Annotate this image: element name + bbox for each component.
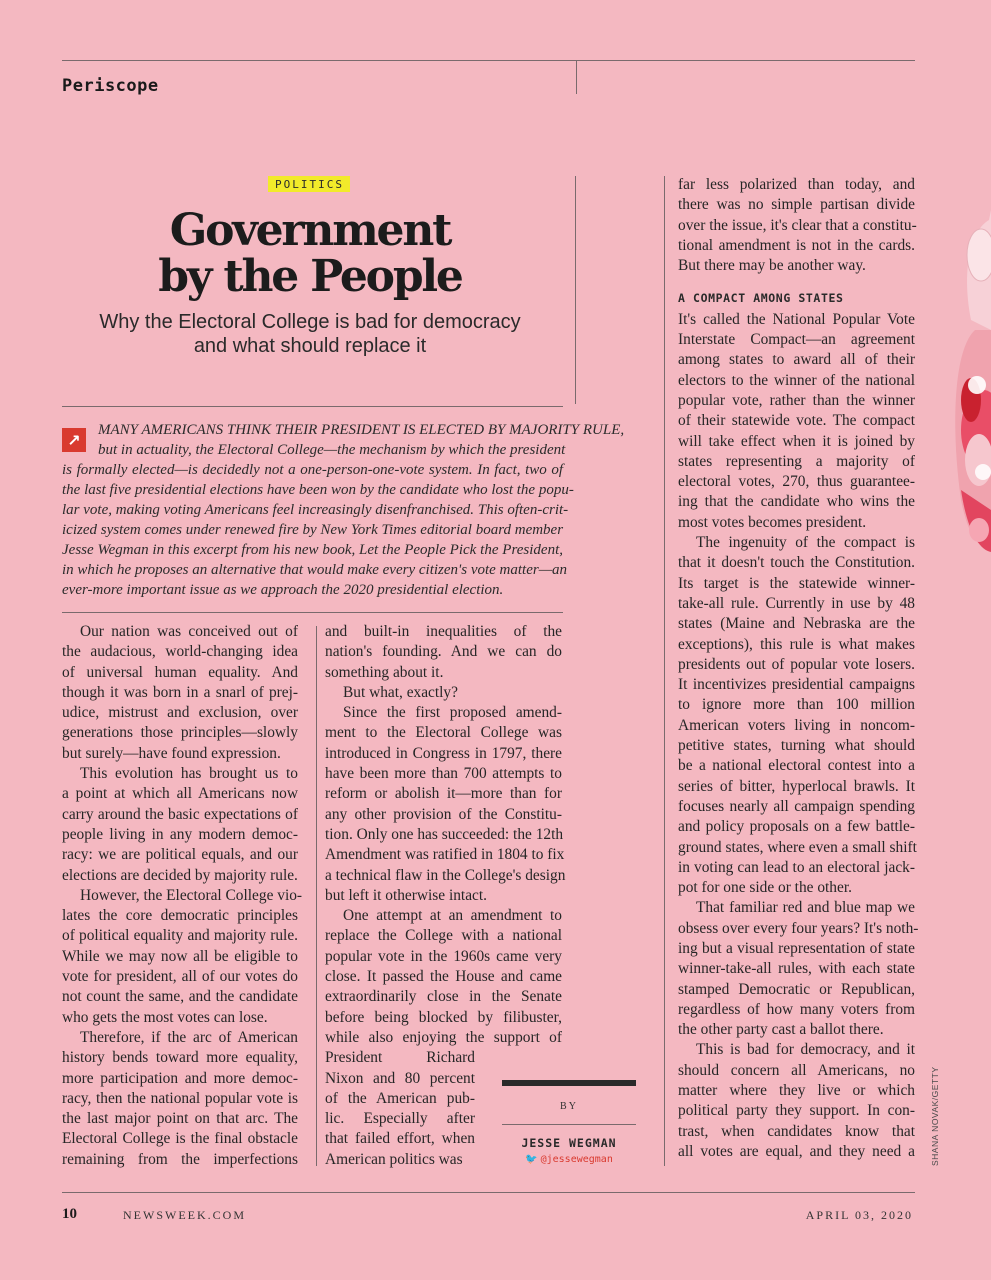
body-line: reform or abolish it—more than for [325, 785, 562, 803]
body-line: focuses nearly all campaign spending [678, 797, 915, 815]
body-column-2 [325, 622, 566, 1170]
author-twitter-link[interactable] [502, 1154, 636, 1165]
body-line: One attempt at an amendment to [343, 907, 562, 925]
body-line: states representing a majority of [678, 452, 915, 470]
body-line: political party they support. In con- [678, 1102, 915, 1120]
intro-line: icized system comes under renewed fire by New York Times editorial board member [62, 522, 564, 538]
body-line: generations those principles—slowly [62, 724, 298, 742]
body-line: states (Maine and Nebraska are the [678, 615, 915, 633]
body-line: lates the core democratic principles [62, 907, 298, 925]
body-line: obsess over every four years? It's noth- [678, 919, 919, 937]
body-line: American voters living in noncom- [678, 716, 915, 734]
body-line: of political equality and majority rule. [62, 927, 298, 945]
body-line: there was no simple partisan divide [678, 196, 915, 214]
body-line: This is bad for democracy, and it [696, 1041, 915, 1059]
photo-credit: SHANA NOVAK/GETTY [930, 1066, 940, 1166]
column-divider-body [316, 626, 317, 1166]
body-line: but left it otherwise intact. [325, 886, 487, 904]
body-line: American politics was [325, 1150, 463, 1168]
body-line: lic. Especially after [325, 1110, 475, 1128]
issue-date: APRIL 03, 2020 [805, 1208, 913, 1222]
body-line: to ignore more than 100 million [678, 696, 915, 714]
body-line: elections are decided by majority rule. [62, 866, 298, 884]
body-line: should concern all Americans, no [678, 1061, 915, 1079]
body-line: in voting can lead to an electoral jack- [678, 858, 915, 876]
column-divider-center [575, 176, 576, 404]
body-line: carry around the basic expectations of [62, 805, 298, 823]
author-name: JESSE WEGMAN [521, 1136, 617, 1150]
body-line: a technical flaw in the College's design [325, 866, 566, 884]
body-line: extraordinarily close in the Senate [325, 988, 562, 1006]
body-line: history bends toward more equality, [62, 1049, 298, 1067]
body-line: electors to the winner of the national [678, 371, 915, 389]
body-line: ing that the candidate who wins the [678, 493, 915, 511]
twitter-icon: 🐦 [525, 1154, 538, 1165]
body-line: tional amendment is not in the cards. [678, 236, 915, 254]
body-line: presidents out of popular vote losers. [678, 655, 915, 673]
headline-line-2: by the People [158, 251, 462, 302]
body-line: But what, exactly? [343, 683, 458, 701]
body-line: have been more than 700 attempts to [325, 765, 562, 783]
body-line: ground states, where even a small shift [678, 838, 917, 856]
body-line: ment to the Electoral College was [325, 724, 562, 742]
headline [80, 205, 540, 302]
body-line: take-all rule. Currently in use by 48 [678, 594, 915, 612]
header-column-divider [576, 60, 577, 94]
body-line: Electoral College is the final obstacle [62, 1130, 298, 1148]
intro-line: ever-more important issue as we approach the 2020 presidential election. [62, 582, 504, 598]
body-line: replace the College with a national [325, 927, 562, 945]
body-line: people living in any modern democ- [62, 825, 298, 843]
body-column-3 [678, 175, 919, 1162]
body-line: nation's founding. And we can do [325, 643, 562, 661]
section-label: Periscope [62, 76, 159, 96]
byline-label: BY [560, 1101, 578, 1112]
footer-rule [62, 1192, 915, 1193]
body-line: pot for one side or the other. [678, 879, 852, 897]
body-line: more participation and more democ- [62, 1069, 298, 1087]
body-line: popular vote, rather than the winner [678, 391, 915, 409]
body-line: tion. Only one has succeeded: the 12th [325, 825, 564, 843]
header-rule [62, 60, 915, 61]
column-divider-right [664, 176, 665, 1166]
category-tag: POLITICS [268, 176, 350, 192]
body-line: remaining from the imperfections [62, 1150, 298, 1168]
body-line: exceptions), this rule is what makes [678, 635, 915, 653]
body-line: series of bitter, hyperlocal brawls. It [678, 777, 915, 795]
body-line: Our nation was conceived out of [80, 623, 298, 640]
body-line: electoral votes, 270, thus guarantee- [678, 473, 915, 491]
body-line: of their statewide vote. The compact [678, 412, 915, 430]
body-line: that it doesn't touch the Constitution. [678, 554, 915, 572]
body-line: and policy proposals on a few battle- [678, 818, 915, 836]
intro-line: is formally elected—is decidedly not a one-person-one-vote system. In fact, two of [62, 462, 563, 478]
body-line: stamped Democratic or Republican, [678, 980, 915, 998]
intro-line: lar vote, making voting Americans feel increasingly disenfranchised. This often-crit- [62, 502, 569, 518]
body-line: petitive states, turning what should [678, 737, 915, 755]
byline-rule [502, 1124, 636, 1125]
body-line: matter where they live or which [678, 1082, 915, 1100]
body-line: regardless of how many voters from [678, 1000, 915, 1018]
body-line: will take effect when it is joined by [678, 432, 915, 450]
body-line: The ingenuity of the compact is [696, 534, 915, 552]
body-line: who gets the most votes can lose. [62, 1008, 268, 1026]
intro-line: MANY AMERICANS THINK THEIR PRESIDENT IS ELECTED BY MAJORITY RULE, [98, 422, 625, 438]
body-line: of universal human equality. And [62, 663, 298, 681]
body-line: all votes are equal, and they need a [678, 1142, 915, 1160]
body-line: While we may now all be eligible to [62, 947, 298, 965]
byline-bar [502, 1080, 636, 1086]
body-line: Its target is the statewide winner- [678, 574, 915, 592]
body-line: It's called the National Popular Vote [678, 310, 915, 328]
subheadline-line-1: Why the Electoral College is bad for democracy [99, 311, 521, 333]
body-line: popular vote in the 1960s came very [325, 947, 562, 965]
intro-line: but in actuality, the Electoral College—the mechanism by which the president [98, 442, 566, 458]
author-handle: @jessewegman [540, 1154, 613, 1165]
body-line: the audacious, world-changing idea [62, 643, 298, 661]
arrow-icon: ↗ [62, 428, 86, 452]
body-line: This evolution has brought us to [80, 765, 298, 783]
body-line: the other party cast a ballot there. [678, 1021, 884, 1039]
body-line: That familiar red and blue map we [696, 899, 915, 917]
intro-line: in which he proposes an alternative that would make every citizen's vote matter—an [62, 562, 568, 578]
body-line: trast, when candidates know that [678, 1122, 915, 1140]
body-line: most votes becomes president. [678, 513, 867, 531]
body-line: of the American pub- [325, 1089, 475, 1107]
section-subhead: A COMPACT AMONG STATES [678, 291, 844, 306]
body-line: any other provision of the Constitu- [325, 805, 562, 823]
body-line: racy, then the national popular vote is [62, 1089, 298, 1107]
body-column-1 [62, 622, 303, 1170]
body-line: Nixon and 80 percent [325, 1069, 475, 1087]
intro-line: Jesse Wegman in this excerpt from his new book, Let the People Pick the President, [62, 542, 563, 558]
body-line: Therefore, if the arc of American [80, 1028, 298, 1046]
body-line: but surely—have found expression. [62, 744, 281, 762]
body-line: President Richard [325, 1049, 475, 1067]
body-line: udice, mistrust and exclusion, over [62, 704, 298, 722]
body-line: be a national electoral contest into a [678, 757, 915, 775]
intro-line: the last five presidential elections have been won by the candidate who lost the popu- [62, 482, 574, 498]
body-line: something about it. [325, 663, 444, 681]
intro-top-rule [62, 406, 563, 407]
body-line: Since the first proposed amend- [343, 704, 562, 722]
body-line: before being blocked by filibuster, [325, 1008, 562, 1026]
body-line: the last major point on that arc. The [62, 1110, 298, 1128]
body-line: vote for president, all of our votes do [62, 968, 298, 986]
body-line: far less polarized than today, and [678, 176, 915, 193]
body-line: racy: we are political equals, and our [62, 846, 298, 864]
body-line: and built-in inequalities of the [325, 623, 562, 640]
body-line: However, the Electoral College vio- [80, 886, 303, 904]
page-number: 10 [62, 1206, 77, 1222]
body-line: while also enjoying the support of [325, 1028, 562, 1046]
body-line: Amendment was ratified in 1804 to fix [325, 846, 565, 864]
body-line: But there may be another way. [678, 257, 866, 275]
body-line: among states to award all of their [678, 351, 915, 369]
subheadline-line-2: and what should replace it [193, 335, 427, 357]
body-line: Interstate Compact—an agreement [678, 331, 915, 349]
body-line: though it was born in a snarl of prej- [62, 683, 298, 701]
body-line: over the issue, it's clear that a constitu- [678, 216, 917, 234]
body-line: introduced in Congress in 1797, there [325, 744, 562, 762]
intro-bottom-rule [62, 612, 563, 613]
body-line: winner-take-all rules, with each state [678, 960, 915, 978]
body-line: not count the same, and the candidate [62, 988, 298, 1006]
body-line: It incentivizes presidential campaigns [678, 676, 915, 694]
body-line: ing but a visual representation of state [678, 939, 915, 957]
headline-line-1: Government [169, 205, 451, 256]
body-line: that failed effort, when [325, 1130, 475, 1148]
body-line: close. It passed the House and came [325, 968, 562, 986]
publication-site: NEWSWEEK.COM [123, 1208, 246, 1222]
i-voted-stickers-photo [931, 210, 991, 630]
subheadline [70, 310, 550, 358]
body-line: a point at which all Americans now [62, 785, 298, 803]
